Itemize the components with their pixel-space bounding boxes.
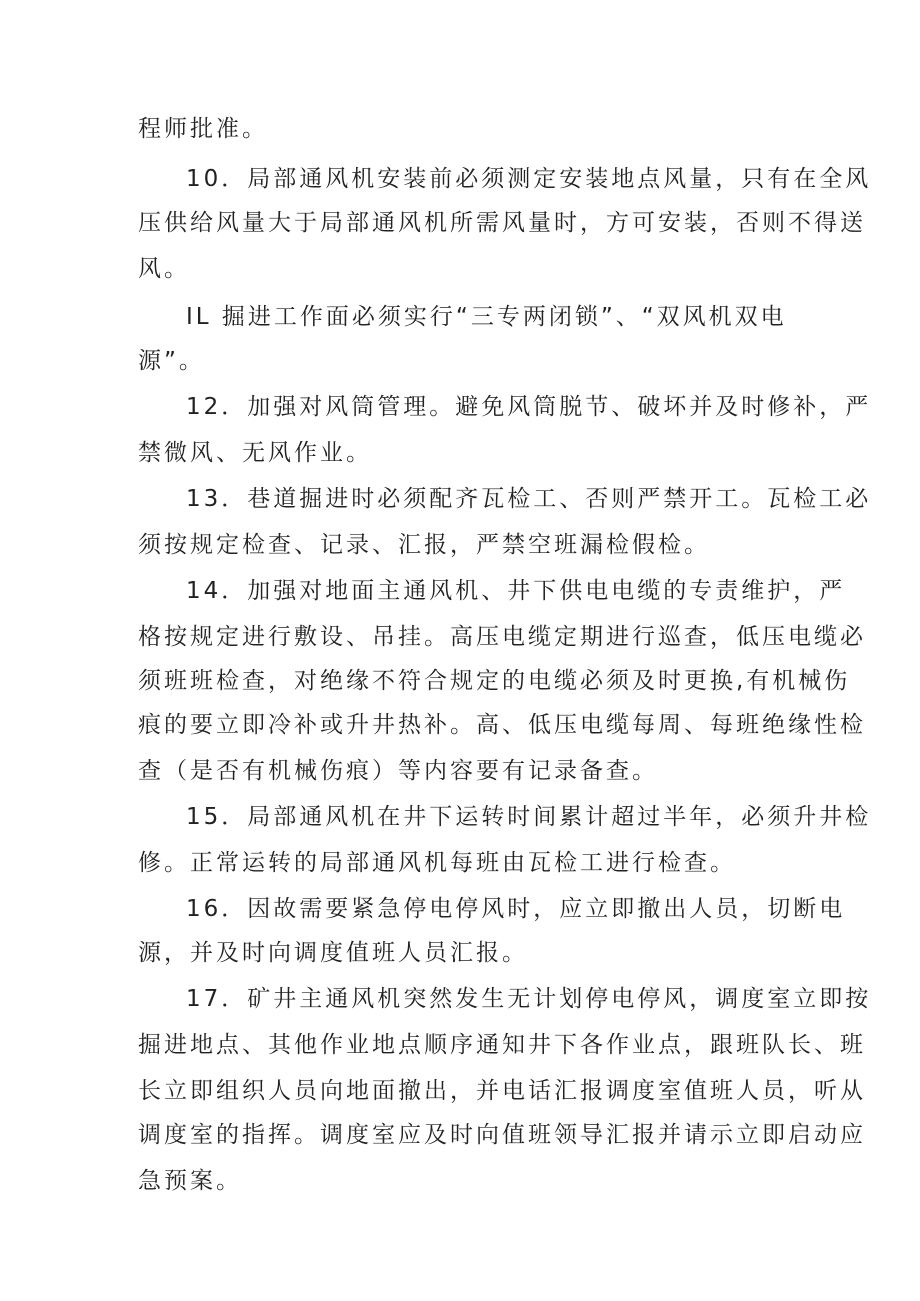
paragraph-12-line-1: 12．加强对风筒管理。避免风筒脱节、破坏并及时修补，严 bbox=[186, 394, 872, 420]
paragraph-14-line-2: 格按规定进行敷设、吊挂。高压电缆定期进行巡查，低压电缆必 bbox=[138, 624, 866, 650]
paragraph-13-line-2: 须按规定检查、记录、汇报，严禁空班漏检假检。 bbox=[138, 532, 710, 558]
paragraph-11-line-2: 源”。 bbox=[138, 348, 205, 374]
paragraph-17-line-1: 17．矿井主通风机突然发生无计划停电停风，调度室立即按 bbox=[186, 986, 872, 1012]
paragraph-14-line-3: 须班班检查，对绝缘不符合规定的电缆必须及时更换,有机械伤 bbox=[138, 668, 851, 694]
paragraph-14-line-4: 痕的要立即冷补或升井热补。高、低压电缆每周、每班绝缘性检 bbox=[138, 712, 866, 738]
paragraph-17-line-5: 急预案。 bbox=[138, 1168, 242, 1194]
paragraph-10-line-2: 压供给风量大于局部通风机所需风量时，方可安装，否则不得送 bbox=[138, 210, 866, 236]
paragraph-10-line-1: 10．局部通风机安装前必须测定安装地点风量，只有在全风 bbox=[186, 166, 872, 192]
paragraph-17-line-3: 长立即组织人员向地面撤出，并电话汇报调度室值班人员，听从 bbox=[138, 1078, 866, 1104]
paragraph-9-line-end: 程师批准。 bbox=[138, 116, 268, 142]
paragraph-13-line-1: 13．巷道掘进时必须配齐瓦检工、否则严禁开工。瓦检工必 bbox=[186, 486, 872, 512]
paragraph-17-line-4: 调度室的指挥。调度室应及时向值班领导汇报并请示立即启动应 bbox=[138, 1122, 866, 1148]
paragraph-14-line-5: 查（是否有机械伤痕）等内容要有记录备查。 bbox=[138, 758, 658, 784]
paragraph-16-line-2: 源，并及时向调度值班人员汇报。 bbox=[138, 940, 528, 966]
paragraph-12-line-2: 禁微风、无风作业。 bbox=[138, 440, 372, 466]
paragraph-14-line-1: 14．加强对地面主通风机、井下供电电缆的专责维护，严 bbox=[186, 578, 846, 604]
paragraph-15-line-2: 修。正常运转的局部通风机每班由瓦检工进行检查。 bbox=[138, 850, 736, 876]
paragraph-17-line-2: 掘进地点、其他作业地点顺序通知井下各作业点，跟班队长、班 bbox=[138, 1032, 866, 1058]
paragraph-11-line-1: IL 掘进工作面必须实行“三专两闭锁”、“双风机双电 bbox=[186, 304, 787, 330]
paragraph-16-line-1: 16．因故需要紧急停电停风时，应立即撤出人员，切断电 bbox=[186, 896, 846, 922]
paragraph-15-line-1: 15．局部通风机在井下运转时间累计超过半年，必须升井检 bbox=[186, 804, 872, 830]
paragraph-10-line-3: 风。 bbox=[138, 256, 190, 282]
